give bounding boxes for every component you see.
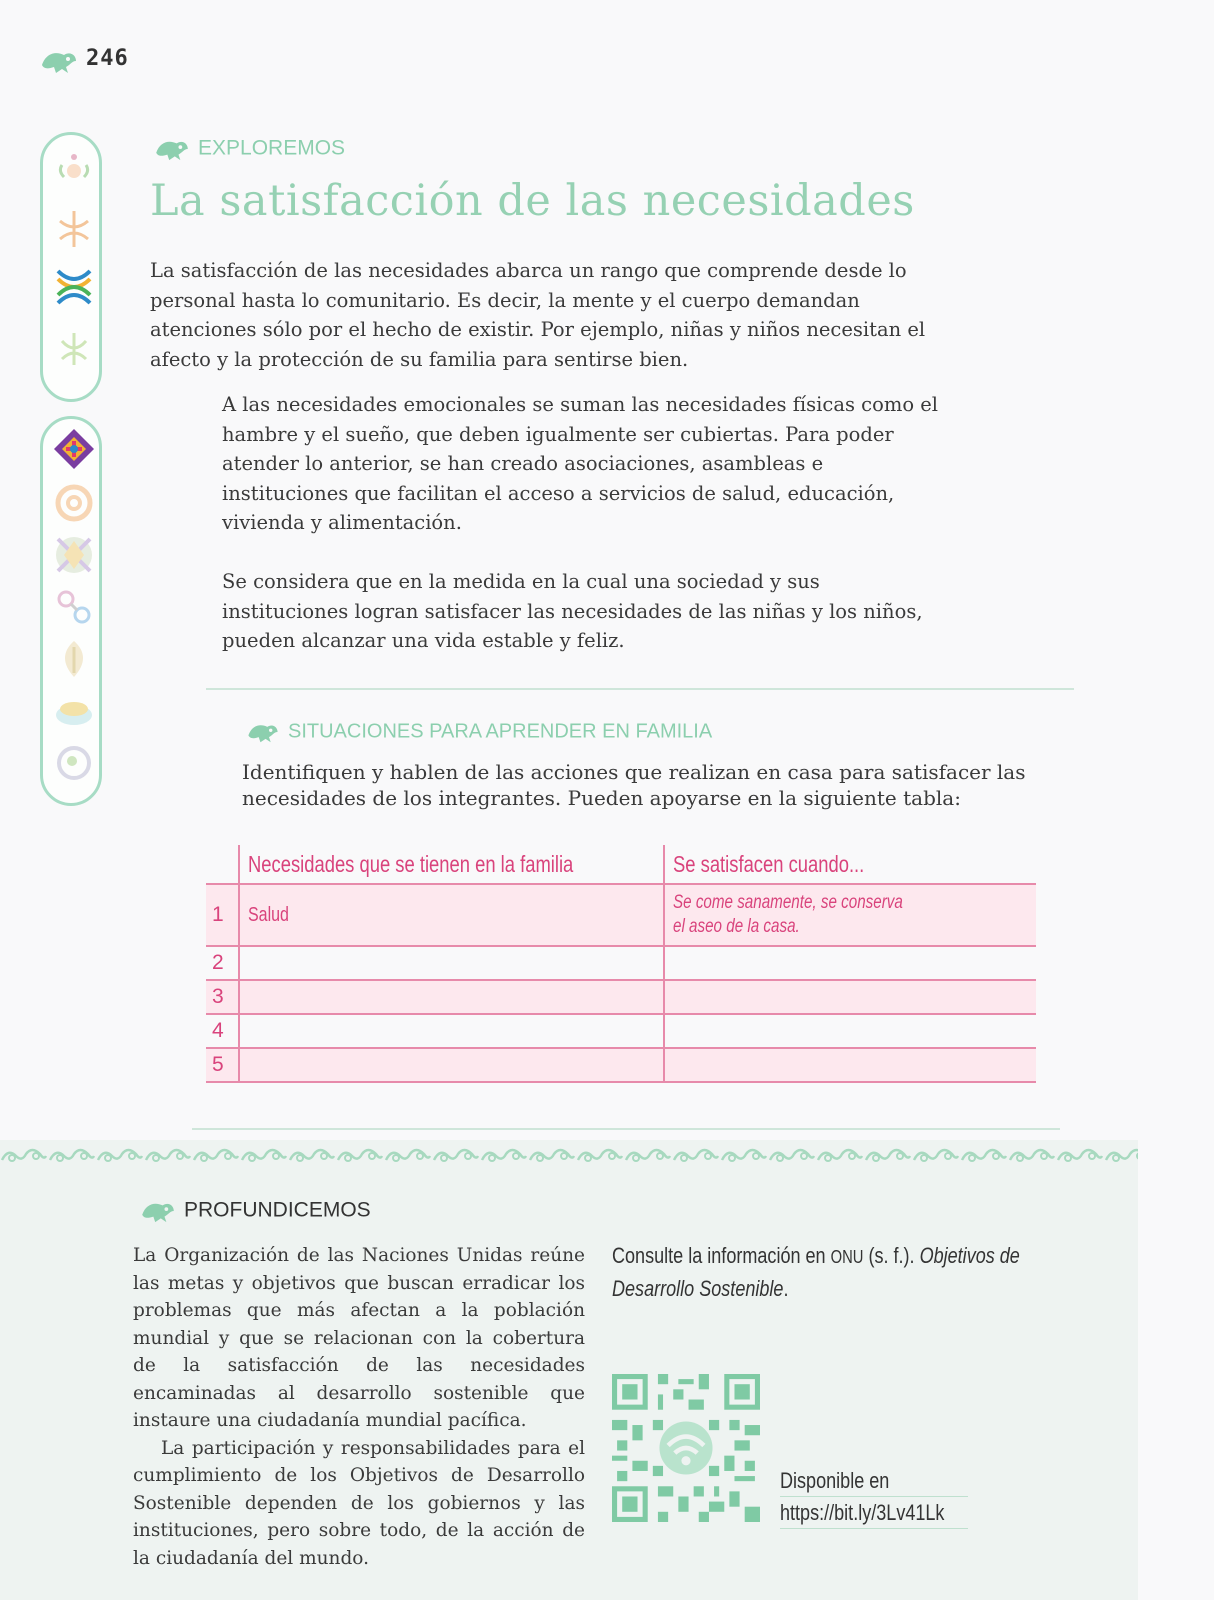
table-row bbox=[206, 1048, 1036, 1082]
qr-code[interactable] bbox=[612, 1374, 760, 1522]
table-row bbox=[206, 946, 1036, 980]
table-row bbox=[206, 980, 1036, 1014]
available-label: Disponible en bbox=[780, 1468, 890, 1493]
artes-icon[interactable] bbox=[52, 689, 96, 733]
lenguajes-icon[interactable] bbox=[52, 149, 96, 193]
profundicemos-text bbox=[133, 1242, 585, 1572]
table-cell-when[interactable] bbox=[664, 946, 1036, 980]
jaguar-emblem-icon bbox=[138, 1198, 178, 1224]
table-cell-when[interactable] bbox=[664, 1048, 1036, 1082]
humano-comunitario-icon[interactable] bbox=[52, 325, 96, 369]
table-cell-need[interactable] bbox=[239, 946, 664, 980]
row-number: 4 bbox=[206, 1014, 239, 1048]
jaguar-emblem-icon bbox=[152, 136, 192, 162]
url-underline bbox=[780, 1528, 968, 1529]
row-number: 5 bbox=[206, 1048, 239, 1082]
family-instructions: Identifiquen y hablen de las acciones que realizan en casa para satisfacer las necesidades de los integrantes. Pueden apoyarse en la siguiente tabla: bbox=[242, 760, 1026, 810]
ejes-nav bbox=[40, 416, 102, 806]
row-number: 2 bbox=[206, 946, 239, 980]
jaguar-emblem-icon bbox=[38, 47, 80, 75]
lectura-icon[interactable] bbox=[52, 741, 96, 785]
section-divider bbox=[192, 1128, 1060, 1130]
family-heading bbox=[244, 720, 712, 744]
profundicemos-label: PROFUNDICEMOS bbox=[184, 1198, 371, 1222]
cell-need-text: Salud bbox=[248, 903, 289, 926]
consult-prefix: Consulte la información en bbox=[612, 1243, 826, 1268]
page-number: 246 bbox=[86, 46, 129, 71]
table-cell-need[interactable] bbox=[239, 980, 664, 1014]
availability-note bbox=[780, 1465, 981, 1529]
page-title: La satisfacción de las necesidades bbox=[150, 176, 915, 226]
section-divider bbox=[206, 688, 1074, 690]
available-url-link[interactable]: https://bit.ly/3Lv41Lk bbox=[780, 1500, 945, 1525]
profundicemos-heading bbox=[138, 1198, 371, 1224]
pensamiento-critico-icon[interactable] bbox=[52, 481, 96, 525]
table-row bbox=[206, 884, 1036, 946]
consult-title-1: Objetivos de bbox=[919, 1243, 1020, 1268]
table-cell-need[interactable] bbox=[239, 1048, 664, 1082]
interculturalidad-icon[interactable] bbox=[52, 533, 96, 577]
campo-formativo-nav bbox=[40, 132, 102, 402]
etica-naturaleza-icon[interactable] bbox=[52, 265, 96, 309]
header-needs-text: Necesidades que se tienen en la familia bbox=[248, 850, 574, 877]
consult-end: . bbox=[783, 1276, 789, 1301]
profundicemos-p2: La participación y responsabilidades para el cumplimiento de los Objetivos de Desarrollo Sostenible dependen de los gobiernos y las instituciones, pero sobre todo, de la acción de la ciudadanía del mundo. bbox=[133, 1437, 585, 1569]
table-cell-when[interactable] bbox=[664, 884, 1036, 946]
inclusion-icon[interactable] bbox=[52, 427, 96, 471]
row-number: 1 bbox=[206, 884, 239, 946]
vida-saludable-icon[interactable] bbox=[52, 637, 96, 681]
exploremos-label: EXPLOREMOS bbox=[198, 136, 346, 160]
table-header-needs bbox=[239, 845, 664, 884]
table-cell-when[interactable] bbox=[664, 980, 1036, 1014]
decorative-wave-border bbox=[0, 1140, 1138, 1172]
table-cell-when[interactable] bbox=[664, 1014, 1036, 1048]
table-row bbox=[206, 1014, 1036, 1048]
saberes-icon[interactable] bbox=[52, 207, 96, 251]
consult-title-2: Desarrollo Sostenible bbox=[612, 1276, 784, 1301]
needs-table bbox=[206, 845, 1036, 1083]
consult-org: ONU bbox=[830, 1247, 864, 1267]
cell-when-line-1: Se come sanamente, se conserva bbox=[672, 892, 903, 913]
profundicemos-p1: La Organización de las Naciones Unidas reúne las metas y objetivos que buscan erradicar los problemas que más afectan a la población mundial y que se relacionan con la cobertura de la satisfacción de las necesidades encaminadas al desarrollo sostenible que instaure una ciudadanía mundial pacífica. bbox=[133, 1245, 585, 1431]
header-satisfied-text: Se satisfacen cuando... bbox=[672, 850, 864, 877]
table-header-num bbox=[206, 845, 239, 884]
paragraph-2: A las necesidades emocionales se suman las necesidades físicas como el hambre y el sueño, que deben igualmente ser cubiertas. Para poder atender lo anterior, se han creado asociaciones, asambleas e instituciones que facilitan el acceso a servicios de salud, educación, vivienda y alimentación. bbox=[222, 393, 939, 534]
table-cell-need[interactable] bbox=[239, 1014, 664, 1048]
paragraph-1: La satisfacción de las necesidades abarca un rango que comprende desde lo personal hasta lo comunitario. Es decir, la mente y el cuerpo demandan atenciones sólo por el hecho de existir. Por ejemplo, niñas y niños necesitan el afecto y la protección de su familia para sentirse bien. bbox=[150, 259, 926, 371]
row-number: 3 bbox=[206, 980, 239, 1014]
consult-reference bbox=[612, 1240, 1072, 1305]
jaguar-emblem-icon bbox=[244, 720, 282, 744]
igualdad-genero-icon[interactable] bbox=[52, 585, 96, 629]
cell-when-line-2: el aseo de la casa. bbox=[672, 916, 800, 937]
family-label: SITUACIONES PARA APRENDER EN FAMILIA bbox=[288, 720, 713, 743]
table-header-row bbox=[206, 845, 1036, 884]
exploremos-heading bbox=[152, 136, 345, 162]
consult-year: (s. f.). bbox=[868, 1243, 915, 1268]
paragraph-3: Se considera que en la medida en la cual una sociedad y sus instituciones logran satisfacer las necesidades de las niñas y los niños, pueden alcanzar una vida estable y feliz. bbox=[222, 570, 923, 652]
table-header-satisfied bbox=[664, 845, 1036, 884]
table-cell-need[interactable] bbox=[239, 884, 664, 946]
